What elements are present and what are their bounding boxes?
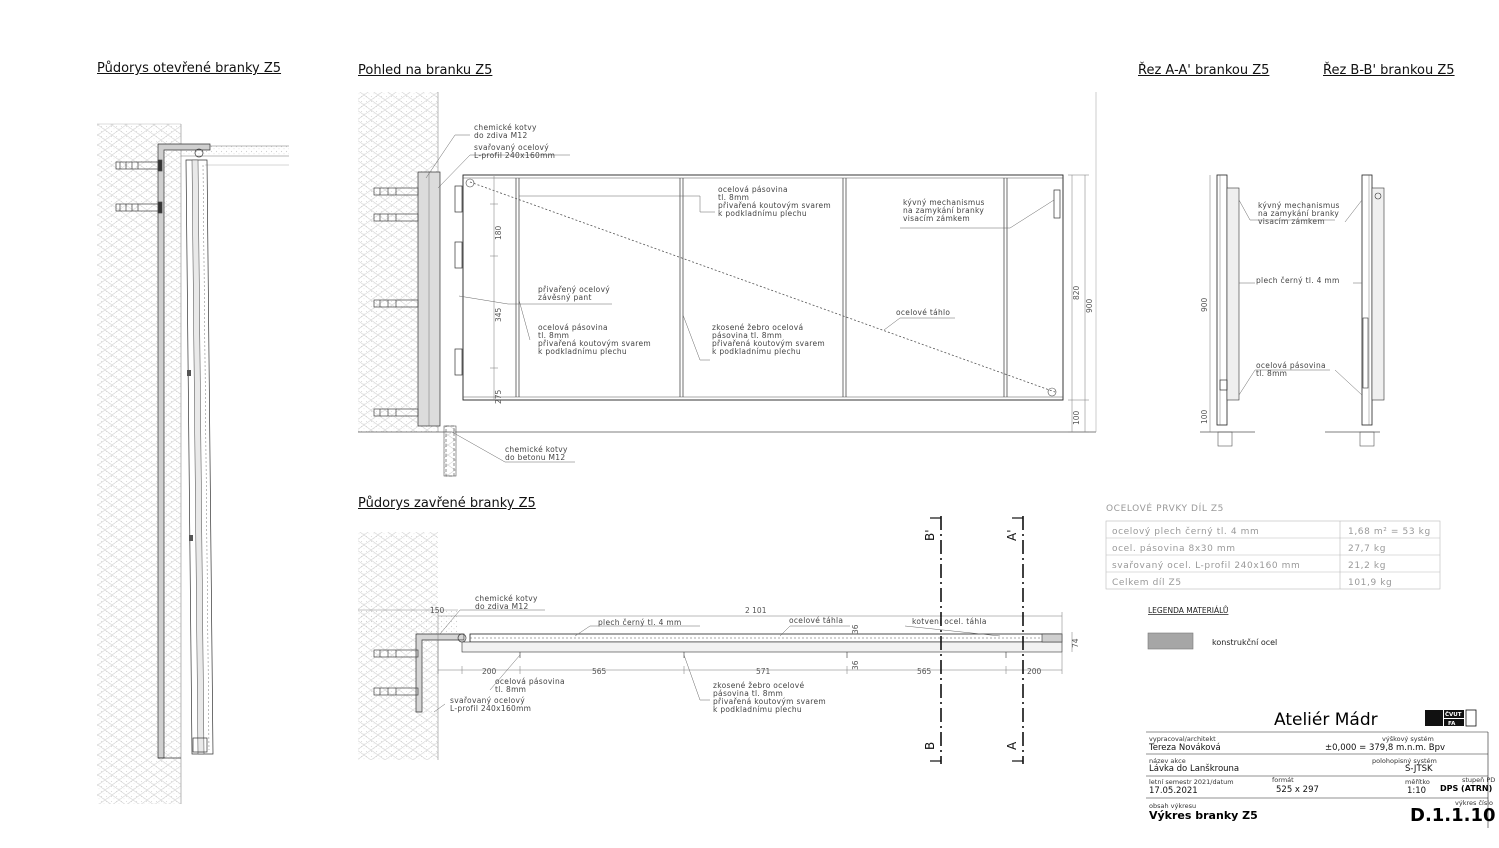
svg-text:100: 100	[1200, 409, 1209, 424]
svg-text:571: 571	[756, 667, 771, 676]
scale-value: 1:10	[1407, 786, 1427, 796]
svg-text:200: 200	[482, 667, 497, 676]
closed-plan-notes	[450, 594, 987, 714]
lock-mechanism	[1054, 190, 1060, 218]
svg-text:plech černý tl. 4 mm: plech černý tl. 4 mm	[598, 618, 682, 627]
svg-text:150: 150	[430, 606, 445, 615]
note-anchors-concrete: chemické kotvy do betonu M12	[505, 445, 568, 462]
section-cut-lines	[941, 516, 1023, 764]
svg-text:345: 345	[494, 307, 503, 322]
closed-plan-view	[358, 516, 1080, 764]
svg-text:820: 820	[1072, 285, 1081, 300]
svg-text:ocelová pásovinatl. 8mm: ocelová pásovina tl. 8mm	[495, 677, 565, 694]
note-flat-bar-left: ocelová pásovina tl. 8mm přivařená koutovým svarem k podkladnímu plechu	[538, 323, 652, 356]
svg-text:900: 900	[1085, 298, 1094, 313]
studio-name: Ateliér Mádr	[1274, 710, 1378, 730]
steel-table-item: ocel. pásovina 8x30 mm	[1112, 544, 1236, 554]
content-value: Výkres branky Z5	[1149, 809, 1258, 822]
steel-table-title: OCELOVÉ PRVKY DÍL Z5	[1106, 504, 1225, 514]
steel-table-weight: 1,68 m² = 53 kg	[1348, 527, 1431, 537]
steel-table-item: ocelový plech černý tl. 4 mm	[1112, 527, 1260, 537]
note-lock: kývný mechanismus na zamykání branky visacím zámkem	[903, 198, 985, 223]
height-system-value: ±0,000 = 379,8 m.n.m. Bpv	[1325, 743, 1446, 753]
title-block-logo	[1425, 710, 1476, 727]
steel-table	[1106, 502, 1440, 589]
svg-text:180: 180	[494, 225, 503, 240]
cut-label-a-bottom: A	[1005, 741, 1019, 750]
note-welded-profile: svařovaný ocelový L-profil 240x160mm	[474, 143, 556, 160]
sections-view	[1200, 175, 1384, 446]
author-label: vypracoval/architekt	[1149, 735, 1216, 743]
svg-text:FA: FA	[1448, 721, 1456, 727]
note-hinge: přivařený ocelový závěsný pant	[538, 285, 611, 302]
note-anchors-wall: chemické kotvy do zdiva M12	[474, 123, 537, 140]
legend-title: LEGENDA MATERIÁLŮ	[1148, 606, 1229, 615]
svg-text:chemické kotvydo zdiva M12: chemické kotvy do zdiva M12	[475, 594, 538, 611]
svg-text:275: 275	[494, 389, 503, 404]
stage-label: stupeň PD	[1462, 776, 1496, 784]
closed-plan-title: Půdorys zavřené branky Z5	[358, 496, 536, 511]
svg-text:74: 74	[1071, 638, 1080, 648]
svg-text:kotvení ocel. táhla: kotvení ocel. táhla	[912, 617, 987, 626]
drawing-number-label: výkres číslo	[1455, 799, 1493, 807]
steel-table-weight: 101,9 kg	[1348, 578, 1393, 588]
svg-text:36: 36	[851, 624, 860, 634]
elevation-notes	[474, 123, 985, 462]
coord-system-label: polohopisný systém	[1372, 757, 1437, 765]
open-plan-view	[97, 124, 289, 804]
project-value: Lávka do Lanškrouna	[1149, 764, 1240, 774]
svg-text:ocelové táhla: ocelové táhla	[789, 616, 844, 625]
scale-label: měřítko	[1405, 778, 1430, 786]
steel-table-item: svařovaný ocel. L-profil 240x160 mm	[1112, 561, 1301, 571]
format-label: formát	[1272, 776, 1294, 784]
semester-label: letní semestr 2021/datum	[1149, 778, 1234, 786]
svg-text:ČVUT: ČVUT	[1445, 712, 1462, 718]
svg-text:svařovaný ocelovýL-profil 240x: svařovaný ocelový L-profil 240x160mm	[450, 696, 532, 713]
content-label: obsah výkresu	[1149, 802, 1197, 810]
svg-text:565: 565	[592, 667, 607, 676]
cut-label-b-bottom: B	[923, 741, 937, 750]
hinges	[455, 186, 462, 375]
steel-table-weight: 27,7 kg	[1348, 544, 1387, 554]
steel-table-item: Celkem díl Z5	[1112, 578, 1182, 588]
open-plan-title: Půdorys otevřené branky Z5	[97, 61, 282, 76]
legend-swatch-steel	[1148, 633, 1193, 649]
steel-table-weight: 21,2 kg	[1348, 561, 1387, 571]
svg-text:ocelová pásovinatl. 8mm: ocelová pásovina tl. 8mm	[1256, 361, 1326, 378]
format-value: 525 x 297	[1276, 785, 1319, 795]
svg-text:565: 565	[917, 667, 932, 676]
author-value: Tereza Nováková	[1149, 743, 1221, 753]
elevation-title: Pohled na branku Z5	[358, 63, 493, 78]
svg-text:2 101: 2 101	[745, 606, 767, 615]
svg-text:900: 900	[1200, 297, 1209, 312]
section-aa-title: Řez A-A' brankou Z5	[1138, 63, 1270, 78]
section-bb-title: Řez B-B' brankou Z5	[1323, 63, 1455, 78]
section-aa-leaf	[1217, 175, 1227, 425]
section-bb-leaf	[1362, 175, 1372, 425]
svg-text:zkosené žebro ocelovépásovina: zkosené žebro ocelové pásovina tl. 8mm přivařená koutovým svarem k podkladnímu plechu	[713, 681, 827, 714]
legend-label-steel: konstrukční ocel	[1212, 638, 1278, 647]
svg-text:100: 100	[1072, 410, 1081, 425]
svg-text:36: 36	[851, 660, 860, 670]
note-rod: ocelové táhlo	[896, 308, 951, 317]
note-rib: zkosené žebro ocelová pásovina tl. 8mm přivařená koutovým svarem k podkladnímu plechu	[712, 323, 826, 356]
stage-value: DPS (ATRN)	[1440, 784, 1493, 793]
height-system-label: výškový systém	[1382, 735, 1434, 743]
drawing-number: D.1.1.10	[1410, 805, 1496, 826]
note-flat-bar: ocelová pásovina tl. 8mm přivařená koutovým svarem k podkladnímu plechu	[718, 185, 832, 218]
material-legend	[1148, 606, 1277, 649]
svg-text:kývný mechanismusna zamykání b: kývný mechanismus na zamykání branky visacím zámkem	[1258, 201, 1340, 226]
svg-text:plech černý tl. 4 mm: plech černý tl. 4 mm	[1256, 276, 1340, 285]
elevation-view	[358, 92, 1096, 476]
section-notes	[1256, 201, 1340, 378]
coord-system-value: S-JTSK	[1405, 764, 1433, 774]
date-value: 17.05.2021	[1149, 786, 1198, 796]
project-label: název akce	[1149, 757, 1186, 765]
svg-text:200: 200	[1027, 667, 1042, 676]
cut-label-b-top: B'	[923, 529, 937, 541]
cut-label-a-top: A'	[1005, 529, 1019, 541]
